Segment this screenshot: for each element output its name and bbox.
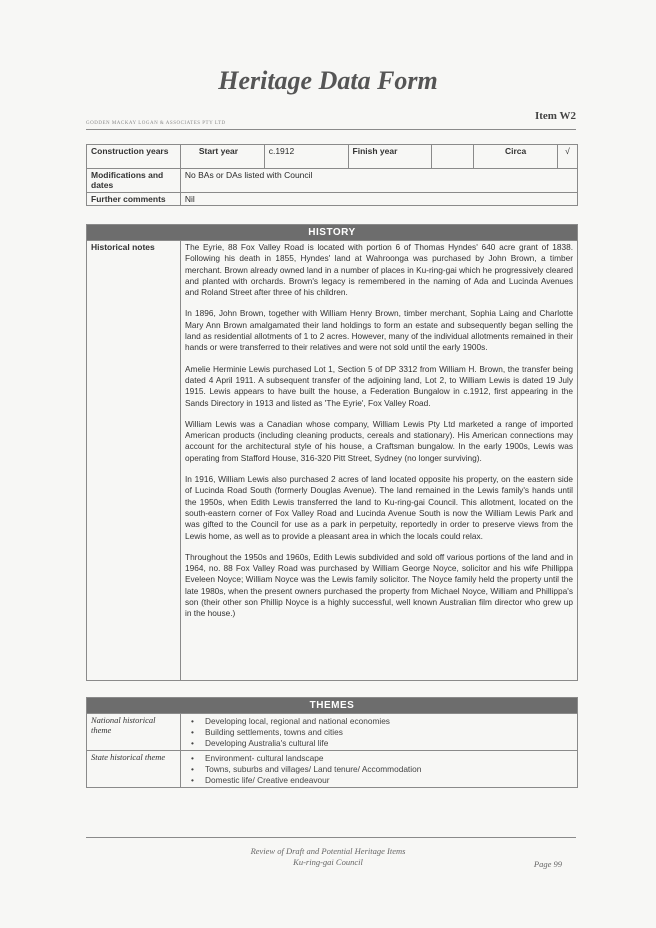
item-number: Item W2 — [534, 110, 576, 122]
themes-table — [86, 697, 578, 788]
firm-name: GODDEN MACKAY LOGAN & ASSOCIATES PTY LTD — [86, 121, 226, 126]
modifications-value: No BAs or DAs listed with Council — [180, 169, 577, 193]
history-paragraph: In 1896, John Brown, together with William Henry Brown, timber merchant, Sophia Laing and Charlotte Mary Ann Brown amalgamated their land holdings to form an estate and subsequently began selling the land as residential allotments of 1 to 2 acres. However, many of the individual allotments remained in their hands or were transferred to their relatives and were not sold until the early 1900s. — [185, 308, 573, 353]
construction-table — [86, 144, 578, 206]
header-rule — [86, 129, 576, 130]
bullet-icon: • — [191, 716, 194, 726]
bullet-icon: • — [191, 753, 194, 763]
historical-notes-label: Historical notes — [87, 241, 181, 681]
themes-heading: THEMES — [87, 698, 578, 714]
further-comments-label: Further comments — [87, 193, 181, 206]
footer-council: Ku-ring-gai Council — [293, 857, 363, 867]
list-item: • Towns, suburbs and villages/ Land tenure/ Accommodation — [191, 764, 422, 774]
page-title: Heritage Data Form — [218, 66, 438, 95]
footer-rule — [86, 837, 576, 838]
construction-years-label: Construction years — [87, 145, 181, 169]
list-item: • Developing Australia's cultural life — [191, 738, 329, 748]
bullet-icon: • — [191, 738, 194, 748]
national-theme-list — [181, 714, 578, 751]
start-year-value: c.1912 — [264, 145, 348, 169]
history-paragraph: William Lewis was a Canadian whose company, William Lewis Pty Ltd marketed a range of imported American products (including cleaning products, cereals and stationary). His American connections may account for the architectural style of his house, a Craftsman bungalow. In the early 1900s, Lewis was operating from Stafford House, 316-320 Pitt Street, Sydney (no longer surviving). — [185, 418, 573, 463]
history-paragraph: Amelie Herminie Lewis purchased Lot 1, Section 5 of DP 3312 from William H. Brown, the transfer being dated 4 April 1911. A subsequent transfer of the adjoining land, Lot 2, to William Lewis is dated 19 July 1915. Lewis appears to have built the house, a Federation Bungalow in c.1912, first appearing in the Sands Directory in 1913 and listed as 'The Eyrie', Fox Valley Road. — [185, 363, 573, 408]
bullet-icon: • — [191, 764, 194, 774]
list-item: • Developing local, regional and national economies — [191, 716, 390, 726]
circa-check-icon: √ — [557, 145, 577, 169]
history-paragraph: In 1916, William Lewis also purchased 2 acres of land located opposite his property, on the eastern side of Lucinda Road South (formerly Douglas Avenue). The land remained in the Lewis family's hands until the 1950s, when Edith Lewis transferred the land to Ku-ring-gai Council. This allotment, located on the south-eastern corner of Fox Valley Road and Lucinda Avenue South is now the William Lewis Park and was gifted to the Council for use as a park in perpetuity, reportedly in order to preserve views from the Lewis home, as well as to provide a pleasant area in which the locals could relax. — [185, 474, 573, 541]
modifications-label: Modifications and dates — [87, 169, 181, 193]
start-year-label: Start year — [180, 145, 264, 169]
list-item: • Building settlements, towns and cities — [191, 727, 343, 737]
history-heading: HISTORY — [87, 225, 578, 241]
further-comments-value: Nil — [180, 193, 577, 206]
page-number: Page 99 — [533, 859, 562, 869]
history-table — [86, 224, 578, 681]
national-theme-label: National historical theme — [87, 714, 181, 751]
bullet-icon: • — [191, 727, 194, 737]
bullet-icon: • — [191, 775, 194, 785]
historical-notes — [181, 241, 578, 681]
finish-year-value — [432, 145, 474, 169]
circa-label: Circa — [474, 145, 558, 169]
state-theme-label: State historical theme — [87, 751, 181, 788]
history-paragraph: Throughout the 1950s and 1960s, Edith Lewis subdivided and sold off various portions of the land and in 1964, no. 88 Fox Valley Road was purchased by William George Noyce, solicitor and his wife Phillippa Eveleen Noyce; William Noyce was the Lewis family solicitor. The Noyce family held the property until the late 1980s, when the present owners purchased the property from Michael Noyce, William and Phillippa's son (their other son Phillip Noyce is a highly successful, well known Australian film director who grew up in the house.) — [185, 551, 573, 619]
list-item: • Domestic life/ Creative endeavour — [191, 775, 330, 785]
list-item: • Environment- cultural landscape — [191, 753, 324, 763]
history-paragraph: The Eyrie, 88 Fox Valley Road is located with portion 6 of Thomas Hyndes' 640 acre grant of 1838. Following his death in 1855, Hyndes' land at Wahroonga was purchased by John Brown, a timber merchant. Brown already owned land in a number of places in Ku-ring-gai which he progressively cleared and planted with orchards. Brown's legacy is remembered in the naming of Ada and Lucinda Avenues and Roland Street after three of his children. — [185, 242, 573, 298]
finish-year-label: Finish year — [348, 145, 432, 169]
state-theme-list — [181, 751, 578, 788]
footer-title: Review of Draft and Potential Heritage Items — [250, 846, 406, 856]
